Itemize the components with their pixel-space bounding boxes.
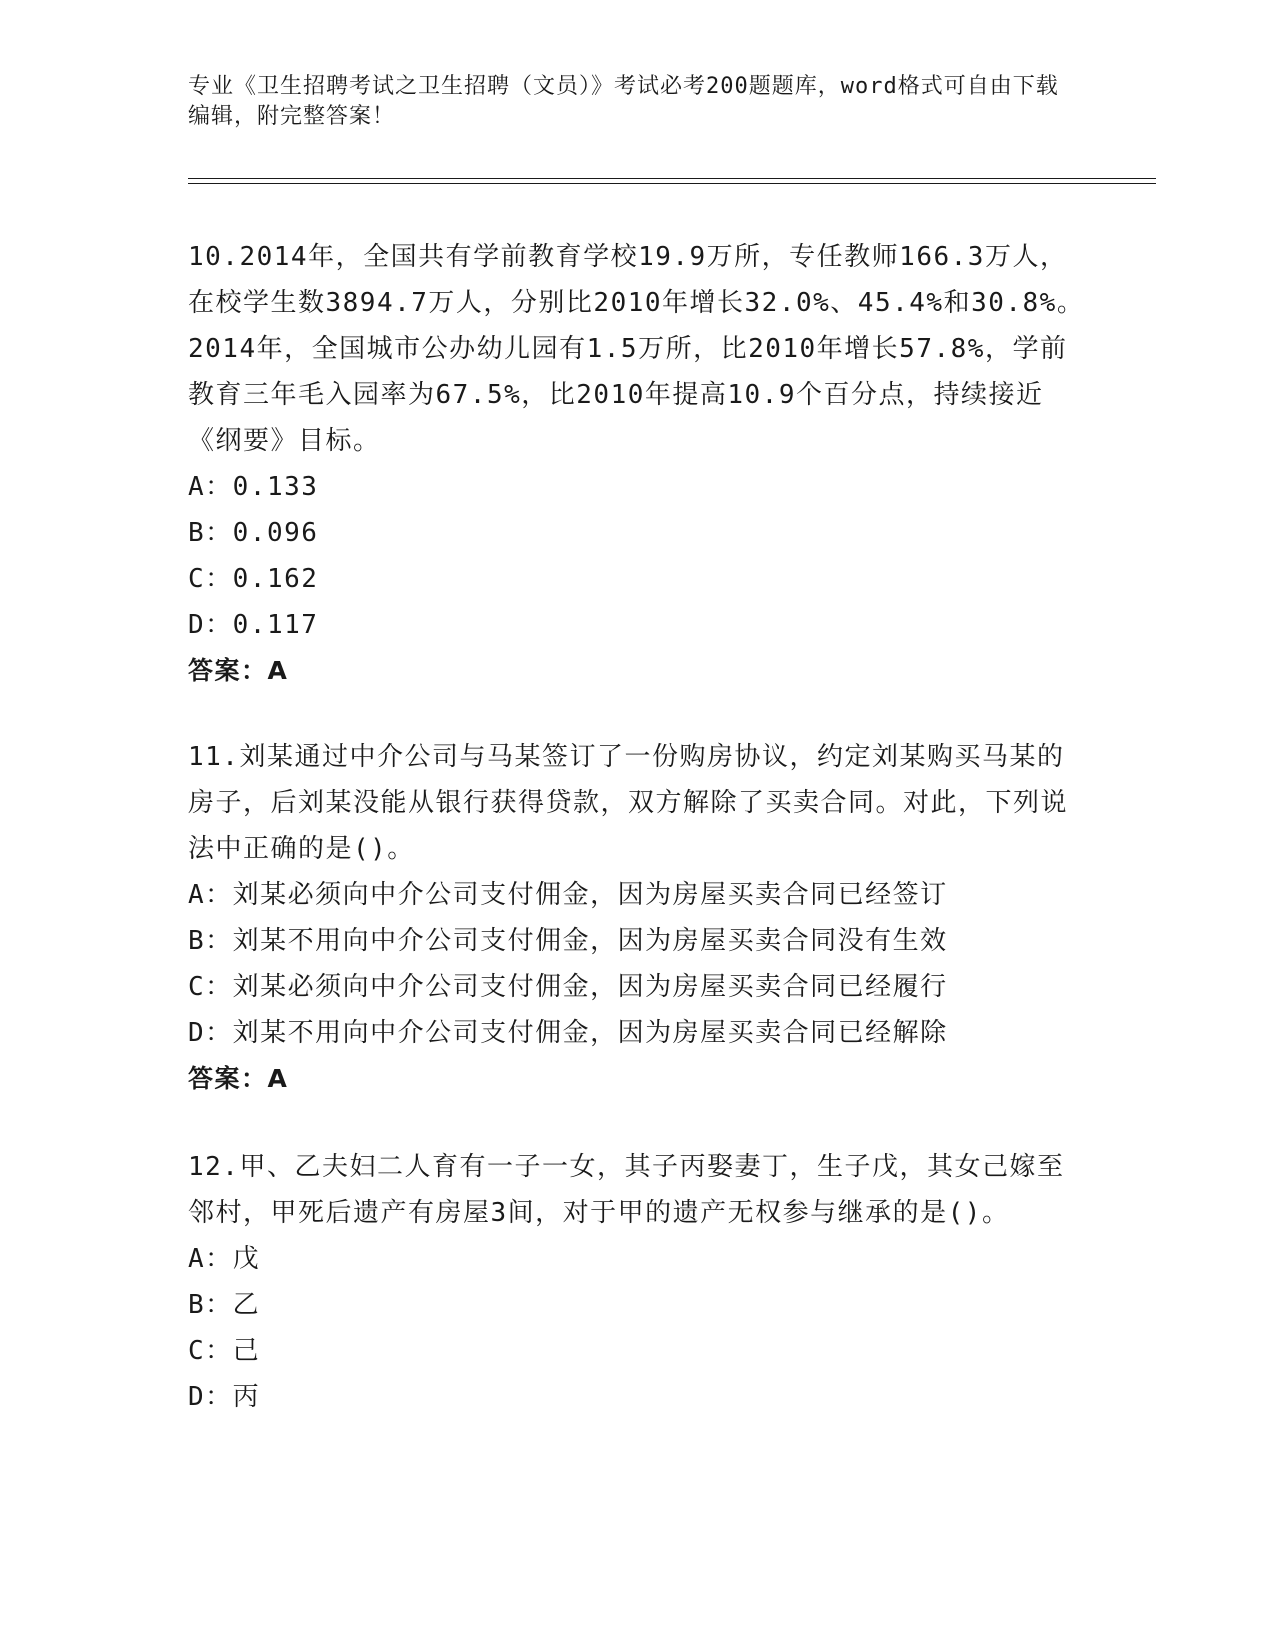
- option-b: B：0.096: [188, 518, 319, 548]
- option-c: C：己: [188, 1336, 261, 1366]
- option-c: C：刘某必须向中介公司支付佣金，因为房屋买卖合同已经履行: [188, 972, 948, 1002]
- option-d: D：丙: [188, 1382, 261, 1412]
- option-d: D：刘某不用向中介公司支付佣金，因为房屋买卖合同已经解除: [188, 1018, 948, 1048]
- answer-label: 答案：A: [188, 656, 289, 685]
- question-12: [188, 1144, 1088, 1420]
- option-b: B：乙: [188, 1290, 261, 1320]
- question-stem: 10.2014年，全国共有学前教育学校19.9万所，专任教师166.3万人，在校学生数3894.7万人，分别比2010年增长32.0%、45.4%和30.8%。2014年，全国城市公办幼儿园有1.5万所，比2010年增长57.8%，学前教育三年毛入园率为67.5%，比2010年提高10.9个百分点，持续接近《纲要》目标。: [188, 242, 1085, 456]
- option-a: A：0.133: [188, 472, 319, 502]
- question-stem: 12.甲、乙夫妇二人育有一子一女，其子丙娶妻丁，生子戊，其女己嫁至邻村，甲死后遗产有房屋3间，对于甲的遗产无权参与继承的是()。: [188, 1152, 1065, 1228]
- option-a: A：刘某必须向中介公司支付佣金，因为房屋买卖合同已经签订: [188, 880, 948, 910]
- question-11: [188, 734, 1088, 1102]
- header-divider-top: [188, 178, 1156, 179]
- option-a: A：戊: [188, 1244, 261, 1274]
- option-b: B：刘某不用向中介公司支付佣金，因为房屋买卖合同没有生效: [188, 926, 948, 956]
- option-c: C：0.162: [188, 564, 319, 594]
- question-stem: 11.刘某通过中介公司与马某签订了一份购房协议，约定刘某购买马某的房子，后刘某没能从银行获得贷款，双方解除了买卖合同。对此，下列说法中正确的是()。: [188, 742, 1069, 864]
- header-divider-bottom: [188, 183, 1156, 184]
- answer-label: 答案：A: [188, 1064, 289, 1093]
- option-d: D：0.117: [188, 610, 319, 640]
- document-header: 专业《卫生招聘考试之卫生招聘（文员）》考试必考200题题库，word格式可自由下载编辑，附完整答案！: [188, 74, 1059, 129]
- question-10: [188, 234, 1088, 694]
